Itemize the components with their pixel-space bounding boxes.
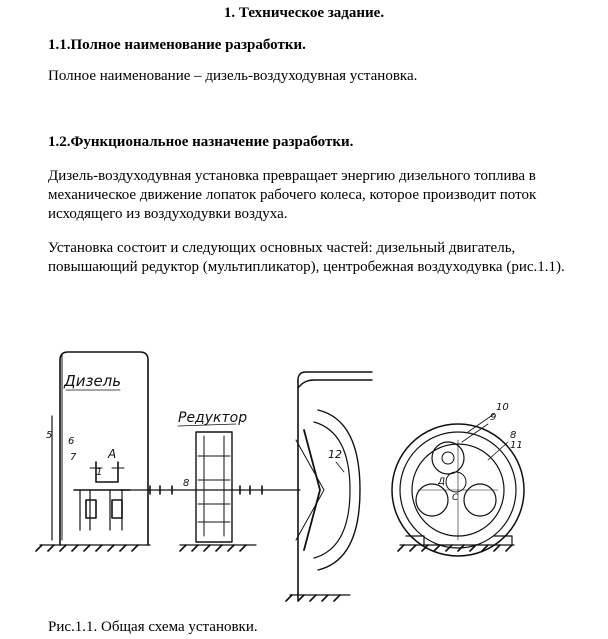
ref-5: 5 — [46, 430, 53, 441]
ref-s: С — [452, 493, 459, 503]
diesel-engine — [36, 352, 150, 551]
ref-12: 12 — [328, 448, 342, 461]
blower-front-view — [392, 402, 524, 556]
section-1-heading: 1.1.Полное наименование разработки. — [48, 37, 306, 53]
ref-8-reducer: 8 — [183, 478, 190, 489]
section-1-text: Полное наименование – дизель-воздуходувная установка. — [48, 68, 418, 84]
reducer-gearbox — [178, 410, 256, 551]
section-2-paragraph-2: Установка состоит и следующих основных частей: дизельный двигатель, повышающий редуктор (мультипликатор), центробежная воздуходувка (рис.1.1). — [48, 240, 565, 275]
ref-9: 9 — [490, 412, 497, 423]
ref-6: 6 — [68, 436, 75, 447]
figure-caption: Рис.1.1. Общая схема установки. — [48, 619, 258, 635]
section-2-paragraph-1: Дизель-воздуходувная установка превращает энергию дизельного топлива в механическое движение лопаток рабочего колеса, которое производит поток исходящего из воздуходувки воздуха. — [48, 168, 537, 222]
section-2-heading: 1.2.Функциональное назначение разработки. — [48, 134, 354, 150]
ref-10: 10 — [496, 402, 509, 413]
diesel-label: Дизель — [64, 372, 122, 390]
document-title: 1. Техническое задание. — [223, 5, 385, 21]
ref-1: 1 — [96, 467, 103, 478]
ref-d: Д — [438, 477, 446, 487]
blower-side-section — [286, 372, 372, 601]
reducer-label: Редуктор — [178, 410, 248, 426]
ref-8: 8 — [510, 430, 517, 441]
ref-7: 7 — [70, 452, 77, 463]
ref-11: 11 — [510, 440, 523, 451]
ref-a: А — [108, 447, 117, 461]
installation-schematic — [0, 340, 608, 610]
